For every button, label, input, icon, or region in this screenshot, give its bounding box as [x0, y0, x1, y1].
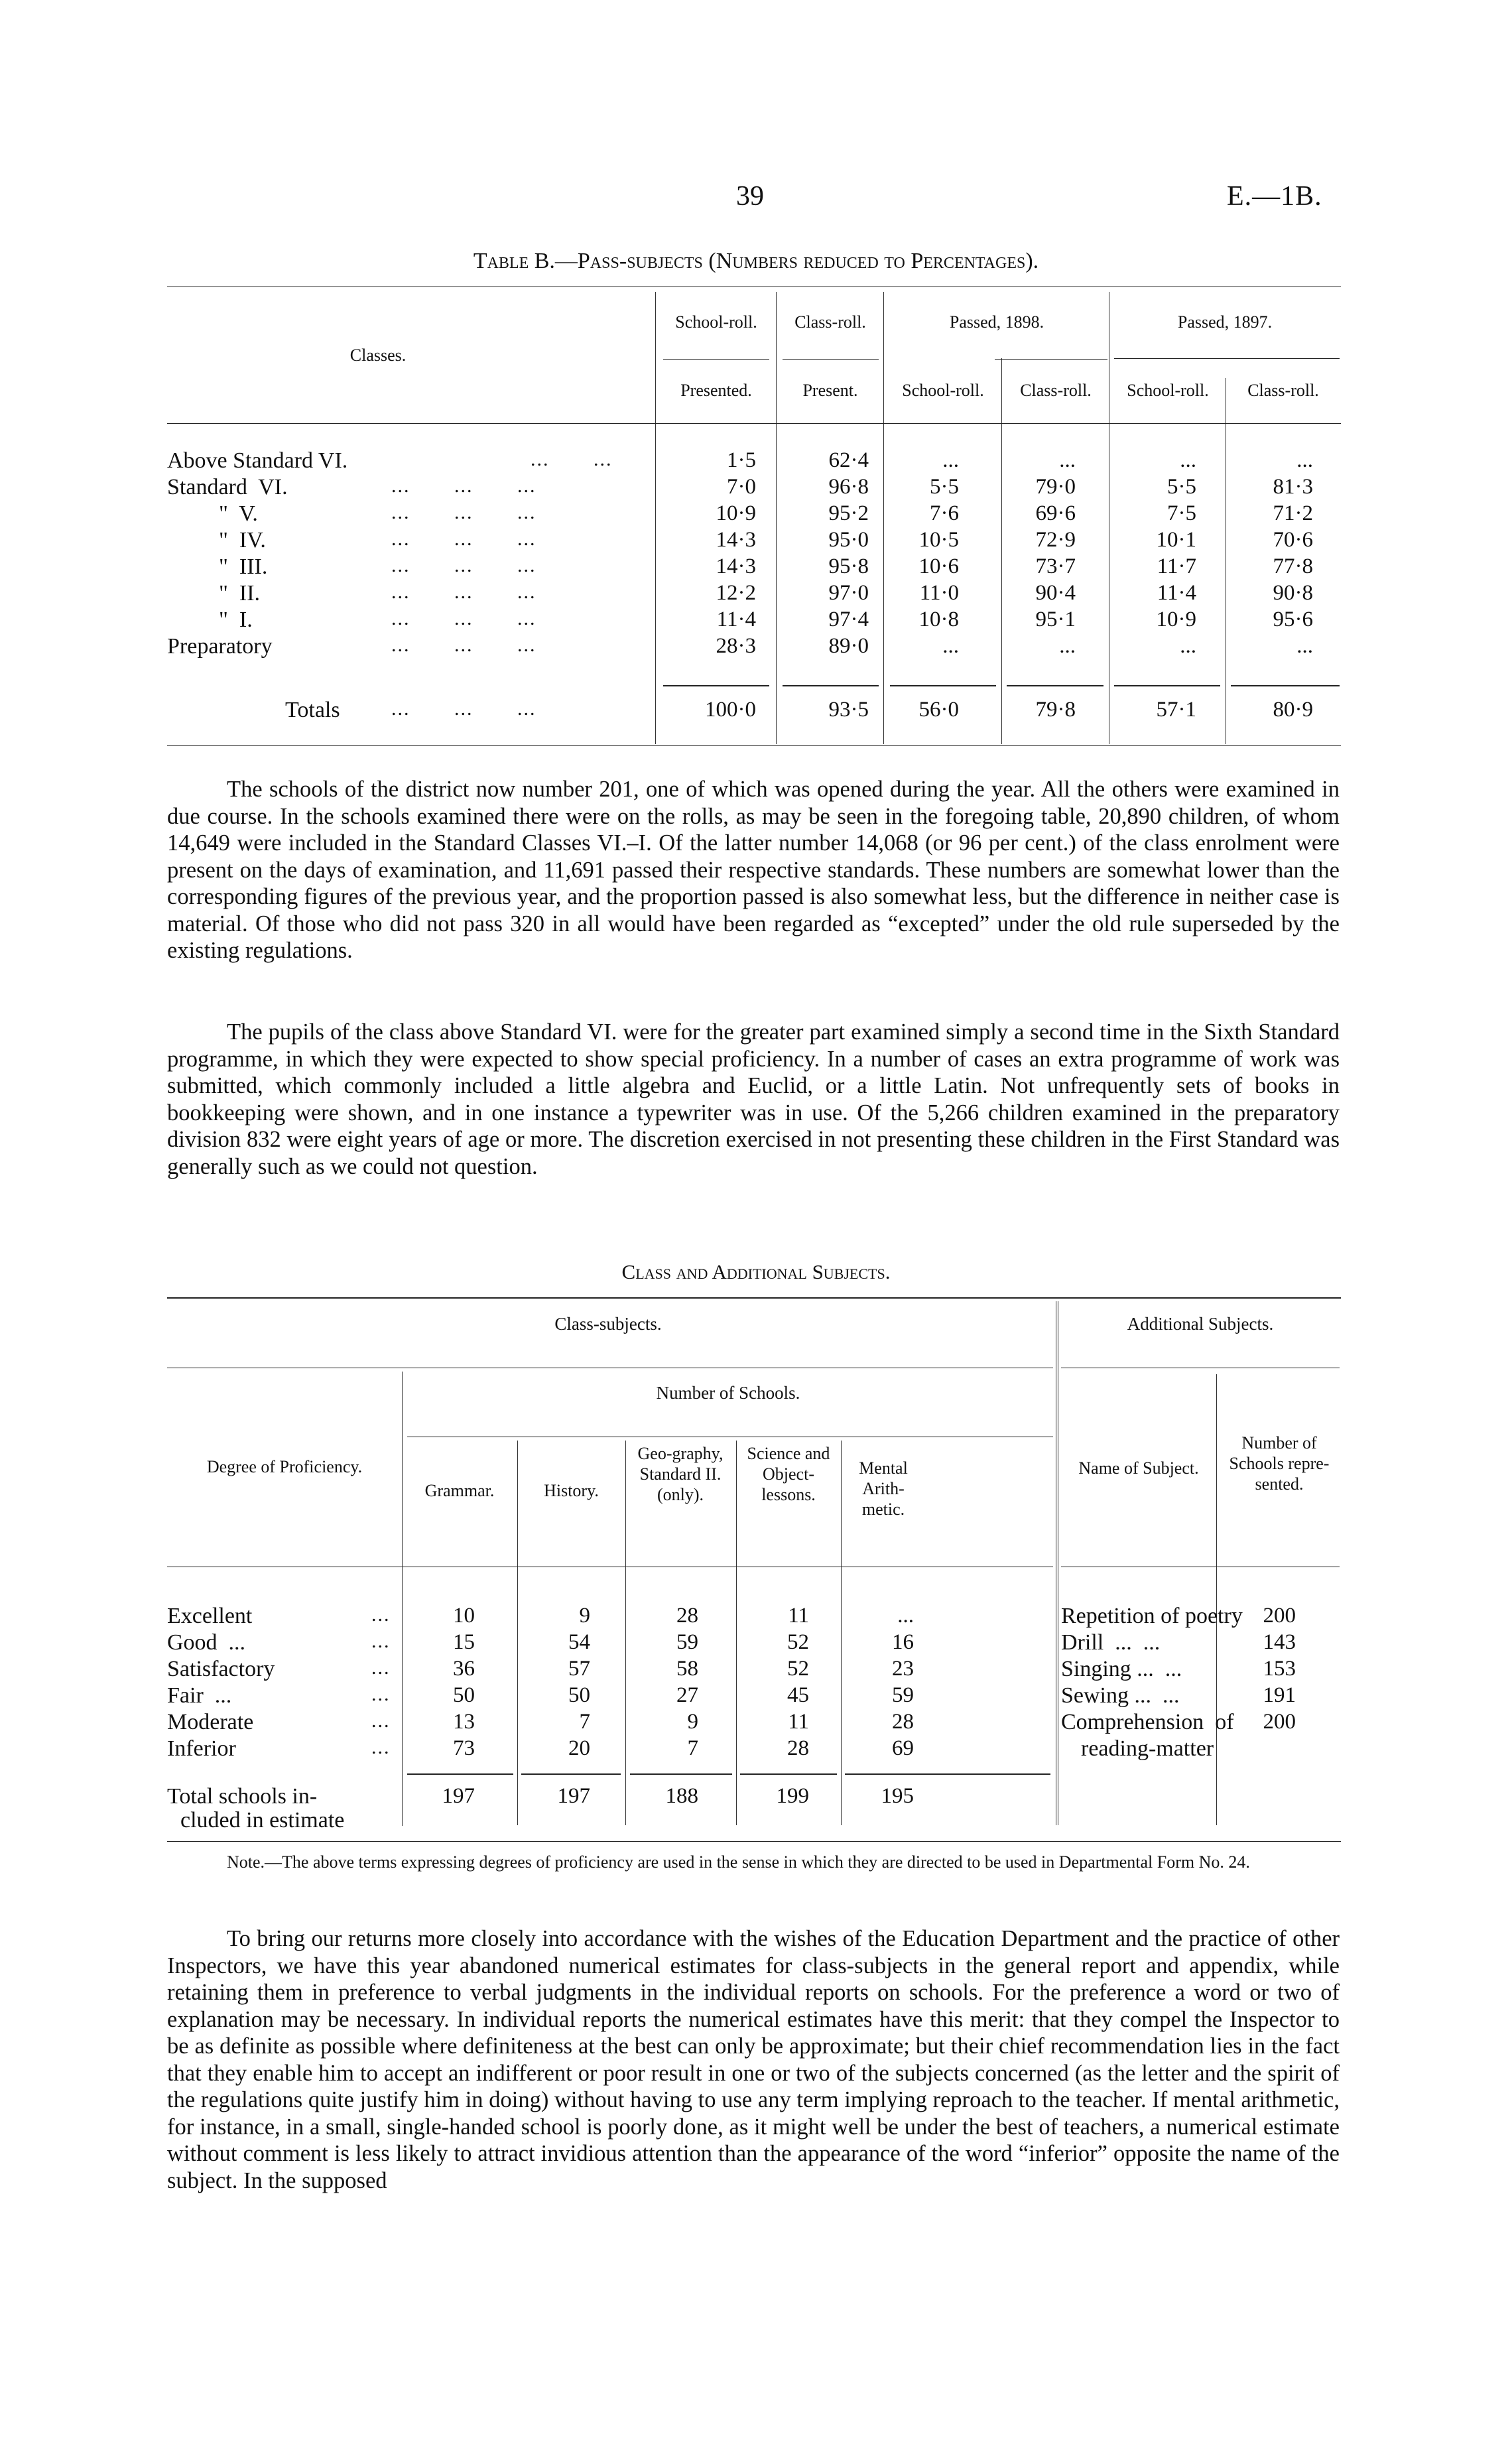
- page-number: 39: [736, 181, 764, 212]
- grammar-header: Grammar.: [424, 1481, 495, 1500]
- cell: 100·0: [705, 698, 756, 722]
- cell: 97·0: [828, 581, 869, 605]
- paragraph-1: The schools of the district now number 201, one of which was opened during the year. All the others were examined in due course. In the schools examined there were on the rolls, as may be seen in the foregoing table, 20,890 children, of whom 14,649 were included in the Standard Classes VI.–I. Of the latter number 14,068 (or 96 per cent.) of the class enrolment were present on the days of examination, and 11,691 passed their respective standards. These numbers are somewhat lower than the corresponding figures of the previous year, and the proportion passed is also somewhat less, but the difference in neither case is material. Of those who did not pass 320 in all would have been regarded as “excepted” under the old rule superseded by the existing regulations.: [167, 777, 1340, 963]
- cell: 10·1: [1156, 528, 1196, 552]
- row-label: " IV.: [219, 528, 266, 552]
- cell: 1·5: [727, 448, 756, 472]
- row-label: Good ...: [167, 1630, 246, 1655]
- paragraph-2: The pupils of the class above Standard VI. were for the greater part examined simply a second time in the Sixth Standard programme, in which they were expected to show special proficiency. In a number of cases an extra programme of work was submitted, which commonly included a little algebra and Euclid, or a little Latin. Not unfrequently sets of books in bookkeeping were shown, and in one instance a typewriter was in use. Of the 5,266 children examined in the preparatory division 832 were eight years of age or more. The discretion exercised in not presenting these children in the First Standard was generally such as we could not question.: [167, 1019, 1340, 1179]
- school-roll-header: School-roll.: [675, 312, 757, 332]
- row-label: " I.: [219, 608, 253, 632]
- table-b-vline: [776, 292, 777, 744]
- totals-rule: [663, 685, 769, 686]
- leader-dots: ... ... ...: [391, 528, 536, 550]
- cell: 188: [665, 1784, 698, 1808]
- cell: 7: [579, 1710, 590, 1734]
- additional-subject-name: Sewing ... ...: [1061, 1683, 1180, 1708]
- cell: 28: [892, 1710, 914, 1734]
- cell: 69: [892, 1736, 914, 1760]
- cell: 36: [453, 1657, 475, 1681]
- cell: 23: [892, 1657, 914, 1681]
- totals-rule: [407, 1773, 513, 1775]
- degree-of-proficiency-header: Degree of Proficiency.: [206, 1457, 363, 1476]
- cell: 59: [892, 1683, 914, 1707]
- leader-dots: ... ... ...: [391, 554, 536, 576]
- leader-dots: ...: [371, 1683, 391, 1705]
- row-label: " III.: [219, 554, 268, 579]
- cell: 14·3: [716, 528, 756, 552]
- table-b-header-rule: [167, 423, 1341, 424]
- cell: ...: [942, 634, 959, 658]
- row-label: Moderate: [167, 1710, 254, 1734]
- passed-1897-school-roll: School-roll.: [1127, 381, 1209, 400]
- row-label: Standard VI.: [167, 475, 288, 499]
- passed-1898-class-roll: Class-roll.: [1020, 381, 1092, 400]
- presented-header: Presented.: [680, 381, 752, 400]
- cell: 5·5: [1167, 475, 1196, 499]
- totals-rule: [1114, 685, 1220, 686]
- cell: 72·9: [1035, 528, 1076, 552]
- cell: 56·0: [918, 698, 959, 722]
- cell: 96·8: [828, 475, 869, 499]
- present-header: Present.: [802, 381, 858, 400]
- cell: 28: [676, 1604, 698, 1628]
- class-table-title: Class and Additional Subjects.: [621, 1260, 891, 1283]
- leader-dots: ... ... ...: [391, 581, 536, 603]
- cell: 7·0: [727, 475, 756, 499]
- cell: ...: [1296, 634, 1313, 658]
- leader-dots: ... ... ...: [391, 475, 536, 497]
- cell: 27: [676, 1683, 698, 1707]
- cell: ...: [942, 448, 959, 472]
- row-label: Satisfactory: [167, 1657, 275, 1681]
- totals-rule: [630, 1773, 732, 1775]
- additional-subject-count: 191: [1263, 1683, 1296, 1707]
- name-of-subject-header: Name of Subject.: [1078, 1458, 1199, 1478]
- cell: 11·4: [1157, 581, 1196, 605]
- cell: 59: [676, 1630, 698, 1654]
- additional-subject-name: Drill ... ...: [1061, 1630, 1161, 1655]
- cell: 199: [776, 1784, 809, 1808]
- cell: 57: [568, 1657, 590, 1681]
- totals-label: cluded in estimate: [180, 1808, 345, 1833]
- cell: 7·6: [930, 501, 959, 525]
- additional-subject-count: 153: [1263, 1657, 1296, 1681]
- passed-1897-header: Passed, 1897.: [1177, 312, 1273, 332]
- row-label: Preparatory: [167, 634, 273, 659]
- leader-dots: ...: [371, 1657, 391, 1679]
- cell: ...: [1180, 634, 1196, 658]
- cell: 54: [568, 1630, 590, 1654]
- class-subjects-header: Class-subjects.: [554, 1314, 662, 1334]
- totals-label: Total schools in-: [167, 1784, 318, 1809]
- cell: ...: [1180, 448, 1196, 472]
- passed-1898-header: Passed, 1898.: [949, 312, 1044, 332]
- cell: 97·4: [828, 608, 869, 631]
- cell: 195: [881, 1784, 914, 1808]
- table-b-bottom-rule: [167, 745, 1341, 746]
- cell: 73·7: [1035, 554, 1076, 578]
- cell: 7: [687, 1736, 698, 1760]
- totals-rule: [890, 685, 996, 686]
- cell: 9: [687, 1710, 698, 1734]
- leader-dots: ...: [371, 1736, 391, 1758]
- cell: 20: [568, 1736, 590, 1760]
- header-divider: [1114, 358, 1340, 359]
- additional-subject-count: 200: [1263, 1710, 1296, 1734]
- table-b-vline: [655, 292, 656, 744]
- cell: 90·4: [1035, 581, 1076, 605]
- cell: 79·8: [1035, 698, 1076, 722]
- mental-arithmetic-header: Mental Arith-metic.: [859, 1458, 908, 1519]
- row-label: Excellent: [167, 1604, 253, 1628]
- table-note: Note.—The above terms expressing degrees of proficiency are used in the sense in which they are directed to be used in Departmental Form No. 24.: [227, 1852, 1250, 1872]
- totals-rule: [521, 1773, 621, 1775]
- row-label: Above Standard VI.: [167, 448, 348, 473]
- cell: 11·4: [716, 608, 756, 631]
- cell: 13: [453, 1710, 475, 1734]
- cell: 81·3: [1273, 475, 1313, 499]
- cell: ...: [897, 1604, 914, 1628]
- document-reference: E.—1B.: [1227, 181, 1322, 212]
- cell: 197: [442, 1784, 475, 1808]
- cell: 95·8: [828, 554, 869, 578]
- cell: 95·1: [1035, 608, 1076, 631]
- cell: 10·8: [918, 608, 959, 631]
- cell: 28: [787, 1736, 809, 1760]
- class-table-bottom-rule: [167, 1841, 1341, 1842]
- cell: 52: [787, 1630, 809, 1654]
- cell: 89·0: [828, 634, 869, 658]
- cell: 12·2: [716, 581, 756, 605]
- cell: 80·9: [1273, 698, 1313, 722]
- cell: 73: [453, 1736, 475, 1760]
- cell: 93·5: [828, 698, 869, 722]
- science-header: Science and Object-lessons.: [747, 1444, 830, 1505]
- cell: 10·9: [716, 501, 756, 525]
- cell: 71·2: [1273, 501, 1313, 525]
- cell: 15: [453, 1630, 475, 1654]
- leader-dots: ... ... ...: [391, 608, 536, 629]
- cell: 11: [788, 1710, 809, 1734]
- class-table-top-rule: [167, 1297, 1341, 1299]
- row-label: Fair ...: [167, 1683, 232, 1708]
- passed-1897-class-roll: Class-roll.: [1247, 381, 1319, 400]
- additional-subject-name: reading-matter: [1081, 1736, 1214, 1761]
- row-label: " II.: [219, 581, 261, 606]
- additional-subject-count: 143: [1263, 1630, 1296, 1654]
- paragraph-3: To bring our returns more closely into accordance with the wishes of the Education Department and the practice of other Inspectors, we have this year abandoned numerical estimates for class-subjects in the general report and appendix, while retaining them in preference to verbal judgments in the individual reports on schools. For the preference a word or two of explanation may be necessary. In individual reports the numerical estimates have this merit: that they compel the Inspector to be as definite as possible where definiteness at the best can only be approximate; but their chief recommendation lies in the fact that they enable him to accept an indifferent or poor result in one or two of the subjects concerned (as the letter and the spirit of the regulations quite justify him in doing) without having to use any term implying reproach to the teacher. If mental arithmetic, for instance, in a small, single-handed school is poorly done, as it might well be under the best of teachers, a numerical estimate without comment is less likely to attract invidious attention than the appearance of the word “inferior” opposite the name of the subject. In the supposed: [167, 1926, 1340, 2193]
- totals-rule: [740, 1773, 837, 1775]
- cell: 50: [568, 1683, 590, 1707]
- cell: 10·5: [918, 528, 959, 552]
- leader-dots: ...: [371, 1604, 391, 1626]
- header-divider: [663, 359, 769, 360]
- cell: 77·8: [1273, 554, 1313, 578]
- cell: 79·0: [1035, 475, 1076, 499]
- cell: 11·7: [1157, 554, 1196, 578]
- cell: 95·2: [828, 501, 869, 525]
- totals-rule: [845, 1773, 1050, 1775]
- class-roll-header: Class-roll.: [794, 312, 866, 332]
- cell: ...: [1296, 448, 1313, 472]
- cell: 11: [788, 1604, 809, 1628]
- totals-rule: [1231, 685, 1340, 686]
- leader-dots: ... ... ...: [391, 501, 536, 523]
- cell: 52: [787, 1657, 809, 1681]
- cell: 7·5: [1167, 501, 1196, 525]
- leader-dots: ... ... ...: [391, 634, 536, 656]
- cell: 9: [579, 1604, 590, 1628]
- additional-subjects-header: Additional Subjects.: [1127, 1314, 1274, 1334]
- cell: 16: [892, 1630, 914, 1654]
- totals-label: Totals: [285, 698, 340, 722]
- leader-dots: ... ...: [531, 448, 613, 470]
- cell: 70·6: [1273, 528, 1313, 552]
- leader-dots: ... ... ...: [391, 698, 536, 720]
- cell: 95·6: [1273, 608, 1313, 631]
- leader-dots: ...: [371, 1630, 391, 1652]
- table-b-title: Table B.—Pass-subjects (Numbers reduced to Percentages).: [473, 249, 1039, 273]
- cell: 197: [557, 1784, 590, 1808]
- cell: 95·0: [828, 528, 869, 552]
- cell: 10: [453, 1604, 475, 1628]
- geography-header: Geo-graphy, Standard II. (only).: [637, 1444, 724, 1505]
- row-label: Inferior: [167, 1736, 236, 1761]
- table-b-vline: [883, 292, 884, 744]
- table-b-vline: [1001, 358, 1002, 744]
- cell: 14·3: [716, 554, 756, 578]
- section-divider: [1056, 1301, 1058, 1825]
- cell: ...: [1059, 448, 1076, 472]
- cell: ...: [1059, 634, 1076, 658]
- number-represented-header: Number of Schools repre-sented.: [1229, 1433, 1330, 1494]
- cell: 10·6: [918, 554, 959, 578]
- additional-subject-name: Singing ... ...: [1061, 1657, 1182, 1681]
- row-label: " V.: [219, 501, 258, 526]
- totals-rule: [1007, 685, 1103, 686]
- header-divider: [995, 359, 1107, 360]
- additional-subject-name: Comprehension of: [1061, 1710, 1234, 1734]
- cell: 90·8: [1273, 581, 1313, 605]
- cell: 50: [453, 1683, 475, 1707]
- cell: 11·0: [919, 581, 959, 605]
- leader-dots: ...: [371, 1710, 391, 1732]
- number-of-schools-header: Number of Schools.: [656, 1383, 800, 1403]
- cell: 10·9: [1156, 608, 1196, 631]
- cell: 45: [787, 1683, 809, 1707]
- column-divider: [1216, 1374, 1217, 1825]
- additional-subject-name: Repetition of poetry: [1061, 1604, 1243, 1628]
- cell: 62·4: [828, 448, 869, 472]
- cell: 58: [676, 1657, 698, 1681]
- classes-header: Classes.: [349, 346, 407, 365]
- totals-rule: [783, 685, 879, 686]
- cell: 5·5: [930, 475, 959, 499]
- history-header: History.: [544, 1481, 599, 1500]
- cell: 28·3: [716, 634, 756, 658]
- cell: 69·6: [1035, 501, 1076, 525]
- additional-subject-count: 200: [1263, 1604, 1296, 1628]
- header-divider: [783, 359, 879, 360]
- passed-1898-school-roll: School-roll.: [902, 381, 984, 400]
- cell: 57·1: [1156, 698, 1196, 722]
